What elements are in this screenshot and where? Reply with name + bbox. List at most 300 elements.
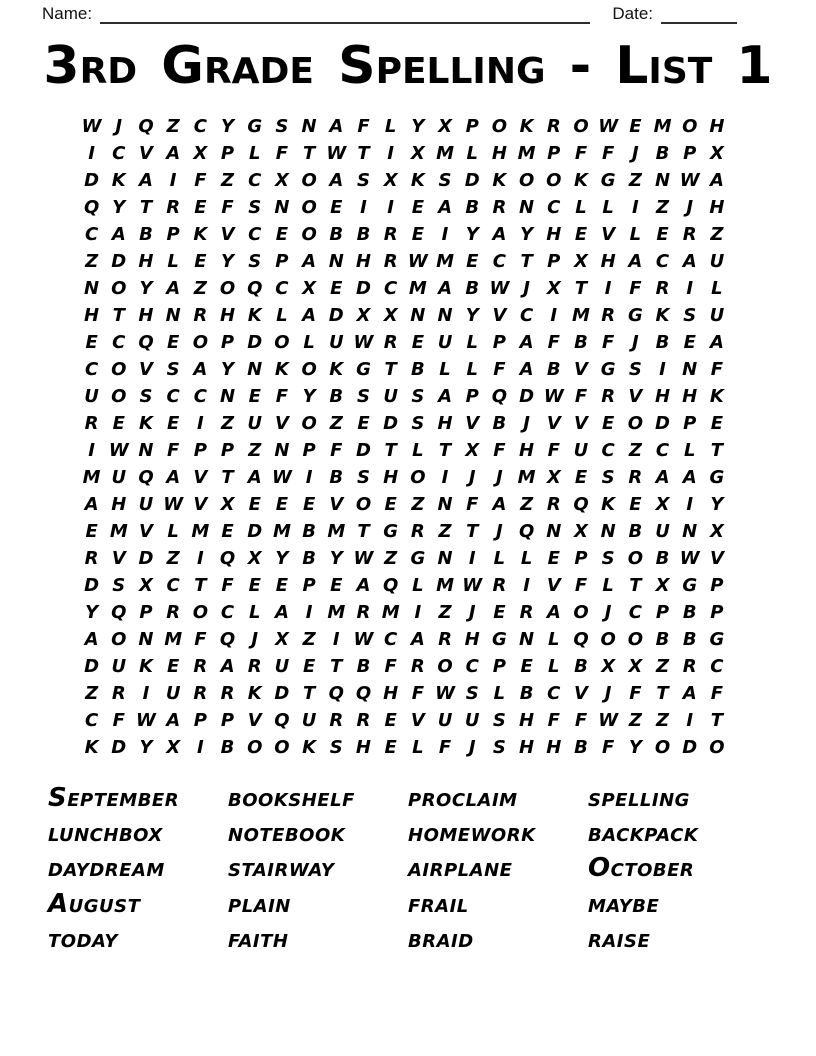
word-list-item: faith bbox=[228, 924, 289, 955]
grid-letter: V bbox=[220, 224, 235, 245]
grid-letter: R bbox=[438, 629, 452, 650]
grid-letter: L bbox=[548, 629, 560, 650]
word-list-item: proclaim bbox=[408, 782, 518, 813]
grid-letter: P bbox=[683, 413, 697, 434]
grid-letter: K bbox=[138, 413, 153, 434]
word-list-item: stairway bbox=[228, 853, 335, 884]
grid-letter: E bbox=[656, 224, 669, 245]
grid-letter: L bbox=[412, 440, 424, 461]
grid-letter: F bbox=[710, 683, 724, 704]
grid-letter: Q bbox=[219, 629, 236, 650]
grid-letter: W bbox=[543, 386, 564, 407]
grid-letter: C bbox=[384, 278, 398, 299]
grid-letter: X bbox=[383, 305, 398, 326]
grid-letter: L bbox=[629, 224, 642, 245]
grid-letter: B bbox=[329, 386, 344, 407]
grid-letter: P bbox=[275, 251, 289, 272]
grid-letter: R bbox=[410, 656, 425, 677]
grid-letter: F bbox=[710, 359, 724, 380]
grid-letter: B bbox=[655, 548, 670, 569]
grid-letter: H bbox=[383, 467, 399, 488]
grid-letter: O bbox=[573, 602, 589, 623]
grid-letter: K bbox=[193, 224, 208, 245]
grid-letter: N bbox=[437, 494, 453, 515]
grid-letter: I bbox=[169, 170, 177, 191]
grid-letter: O bbox=[518, 170, 535, 191]
grid-letter: Q bbox=[573, 629, 589, 650]
grid-letter: V bbox=[465, 413, 480, 434]
grid-letter: O bbox=[301, 224, 317, 245]
grid-letter: S bbox=[275, 116, 289, 137]
grid-letter: H bbox=[138, 251, 154, 272]
grid-letter: B bbox=[410, 359, 425, 380]
word-list-item: August bbox=[48, 888, 141, 919]
word-list-item: notebook bbox=[228, 818, 346, 849]
grid-letter: E bbox=[574, 467, 588, 488]
grid-letter: Q bbox=[328, 683, 344, 704]
grid-letter: V bbox=[139, 143, 153, 164]
grid-letter: V bbox=[329, 494, 344, 515]
grid-letter: N bbox=[84, 278, 100, 299]
grid-letter: X bbox=[601, 656, 616, 677]
grid-letter: J bbox=[523, 413, 530, 434]
grid-letter: I bbox=[441, 467, 449, 488]
grid-letter: A bbox=[111, 224, 126, 245]
grid-letter: G bbox=[410, 548, 426, 569]
grid-letter: K bbox=[492, 170, 507, 191]
grid-letter: B bbox=[655, 143, 670, 164]
grid-letter: H bbox=[355, 737, 371, 758]
grid-letter: R bbox=[193, 656, 208, 677]
grid-letter: S bbox=[438, 170, 452, 191]
grid-letter: O bbox=[192, 602, 208, 623]
grid-letter: D bbox=[84, 656, 100, 677]
grid-letter: N bbox=[247, 359, 263, 380]
grid-letter: Y bbox=[221, 116, 235, 137]
grid-letter: V bbox=[193, 467, 208, 488]
grid-letter: Y bbox=[112, 197, 126, 218]
grid-letter: Z bbox=[438, 521, 452, 542]
grid-letter: F bbox=[221, 197, 234, 218]
grid-letter: X bbox=[546, 278, 561, 299]
grid-letter: S bbox=[112, 575, 126, 596]
grid-letter: B bbox=[519, 683, 534, 704]
grid-letter: N bbox=[654, 170, 671, 191]
grid-letter: K bbox=[302, 737, 317, 758]
grid-letter: B bbox=[139, 224, 153, 245]
grid-letter: L bbox=[439, 359, 451, 380]
grid-letter: X bbox=[193, 143, 208, 164]
grid-letter: A bbox=[84, 629, 99, 650]
grid-letter: R bbox=[682, 656, 697, 677]
grid-letter: D bbox=[519, 386, 535, 407]
grid-letter: C bbox=[710, 656, 724, 677]
grid-letter: Q bbox=[355, 683, 372, 704]
grid-letter: I bbox=[604, 278, 612, 299]
grid-letter: E bbox=[194, 251, 207, 272]
grid-letter: E bbox=[411, 332, 424, 353]
grid-letter: Z bbox=[166, 548, 180, 569]
grid-letter: I bbox=[686, 278, 694, 299]
grid-letter: D bbox=[274, 683, 290, 704]
grid-letter: R bbox=[166, 602, 181, 623]
grid-letter: B bbox=[655, 629, 670, 650]
grid-letter: M bbox=[191, 521, 210, 542]
grid-letter: O bbox=[682, 116, 698, 137]
grid-letter: G bbox=[356, 359, 371, 380]
grid-letter: N bbox=[301, 116, 317, 137]
grid-letter: Q bbox=[138, 467, 154, 488]
grid-letter: Z bbox=[248, 440, 262, 461]
grid-letter: X bbox=[247, 548, 262, 569]
grid-letter: D bbox=[464, 170, 480, 191]
grid-letter: R bbox=[601, 386, 616, 407]
grid-letter: C bbox=[601, 440, 615, 461]
grid-letter: J bbox=[496, 467, 503, 488]
grid-letter: A bbox=[220, 656, 235, 677]
grid-letter: W bbox=[108, 440, 129, 461]
grid-letter: Z bbox=[656, 197, 670, 218]
grid-letter: Z bbox=[520, 494, 534, 515]
grid-letter: X bbox=[574, 521, 588, 542]
grid-letter: T bbox=[466, 521, 479, 542]
grid-letter: O bbox=[111, 386, 127, 407]
grid-letter: M bbox=[653, 116, 672, 137]
grid-letter: B bbox=[465, 197, 480, 218]
grid-letter: U bbox=[655, 521, 670, 542]
grid-letter: I bbox=[196, 548, 204, 569]
grid-letter: G bbox=[383, 521, 399, 542]
grid-letter: P bbox=[465, 386, 479, 407]
grid-letter: N bbox=[600, 521, 616, 542]
grid-letter: Z bbox=[193, 278, 207, 299]
grid-letter: L bbox=[248, 602, 261, 623]
grid-letter: H bbox=[464, 629, 480, 650]
grid-letter: M bbox=[517, 467, 536, 488]
grid-letter: K bbox=[655, 305, 670, 326]
grid-letter: N bbox=[274, 440, 290, 461]
grid-letter: N bbox=[328, 251, 344, 272]
grid-letter: V bbox=[193, 494, 208, 515]
grid-letter: J bbox=[468, 467, 476, 488]
grid-letter: W bbox=[598, 710, 619, 731]
grid-letter: Z bbox=[221, 413, 235, 434]
grid-letter: O bbox=[274, 737, 290, 758]
grid-letter: D bbox=[383, 413, 399, 434]
grid-letter: C bbox=[166, 575, 180, 596]
grid-letter: E bbox=[411, 197, 424, 218]
grid-letter: H bbox=[383, 683, 399, 704]
grid-letter: T bbox=[357, 521, 370, 542]
grid-letter: Y bbox=[302, 386, 316, 407]
grid-letter: E bbox=[547, 548, 560, 569]
grid-letter: Z bbox=[628, 170, 642, 191]
grid-letter: X bbox=[709, 143, 724, 164]
grid-letter: A bbox=[247, 467, 262, 488]
grid-letter: I bbox=[305, 467, 313, 488]
grid-letter: A bbox=[519, 332, 534, 353]
grid-letter: X bbox=[655, 575, 670, 596]
grid-letter: R bbox=[166, 197, 181, 218]
grid-letter: G bbox=[247, 116, 263, 137]
grid-letter: W bbox=[326, 143, 347, 164]
grid-letter: Y bbox=[139, 737, 153, 758]
grid-letter: R bbox=[655, 278, 670, 299]
grid-letter: V bbox=[574, 413, 588, 434]
grid-letter: E bbox=[275, 224, 289, 245]
grid-letter: P bbox=[220, 440, 235, 461]
grid-letter: S bbox=[166, 359, 180, 380]
grid-letter: J bbox=[496, 521, 503, 542]
grid-letter: O bbox=[627, 548, 643, 569]
grid-letter: W bbox=[353, 548, 374, 569]
grid-letter: I bbox=[659, 359, 666, 380]
grid-letter: Y bbox=[85, 602, 99, 623]
grid-letter: P bbox=[220, 710, 235, 731]
word-list-item: plain bbox=[228, 888, 291, 919]
grid-letter: V bbox=[492, 305, 507, 326]
grid-letter: K bbox=[274, 359, 289, 380]
grid-letter: O bbox=[111, 278, 127, 299]
grid-letter: A bbox=[329, 170, 344, 191]
grid-letter: A bbox=[139, 170, 153, 191]
grid-letter: A bbox=[166, 278, 181, 299]
grid-letter: B bbox=[574, 737, 588, 758]
grid-letter: V bbox=[574, 683, 588, 704]
grid-letter: O bbox=[437, 656, 453, 677]
grid-letter: H bbox=[709, 197, 725, 218]
grid-letter: F bbox=[574, 710, 588, 731]
grid-letter: B bbox=[465, 278, 480, 299]
word-list-item: airplane bbox=[408, 853, 513, 884]
grid-letter: K bbox=[519, 116, 534, 137]
grid-letter: I bbox=[468, 548, 476, 569]
grid-letter: U bbox=[111, 467, 127, 488]
grid-letter: F bbox=[411, 683, 424, 704]
grid-letter: T bbox=[384, 359, 397, 380]
grid-letter: G bbox=[682, 575, 698, 596]
grid-letter: C bbox=[84, 224, 99, 245]
grid-letter: O bbox=[546, 170, 562, 191]
grid-letter: K bbox=[138, 656, 153, 677]
grid-letter: X bbox=[302, 278, 317, 299]
grid-letter: D bbox=[247, 332, 263, 353]
grid-letter: C bbox=[384, 629, 398, 650]
grid-letter: N bbox=[219, 386, 236, 407]
grid-letter: O bbox=[709, 737, 725, 758]
grid-letter: P bbox=[710, 575, 724, 596]
grid-letter: B bbox=[329, 467, 344, 488]
grid-letter: P bbox=[302, 575, 316, 596]
grid-letter: H bbox=[84, 305, 100, 326]
grid-letter: C bbox=[193, 116, 207, 137]
grid-letter: A bbox=[709, 170, 724, 191]
grid-letter: U bbox=[138, 494, 154, 515]
grid-letter: P bbox=[547, 251, 561, 272]
grid-letter: W bbox=[407, 251, 428, 272]
grid-letter: E bbox=[602, 413, 615, 434]
grid-letter: I bbox=[387, 143, 394, 164]
word-list-item: maybe bbox=[588, 888, 660, 919]
grid-letter: B bbox=[628, 521, 643, 542]
grid-letter: O bbox=[600, 629, 616, 650]
grid-letter: H bbox=[546, 224, 562, 245]
grid-letter: I bbox=[88, 143, 95, 164]
grid-letter: J bbox=[604, 683, 612, 704]
grid-letter: L bbox=[602, 197, 614, 218]
grid-letter: I bbox=[142, 683, 150, 704]
grid-letter: E bbox=[384, 737, 397, 758]
grid-letter: E bbox=[275, 494, 289, 515]
grid-letter: C bbox=[193, 386, 207, 407]
word-list-item: September bbox=[48, 782, 180, 813]
grid-letter: G bbox=[600, 359, 616, 380]
grid-letter: Y bbox=[465, 305, 479, 326]
grid-letter: K bbox=[247, 305, 262, 326]
grid-letter: T bbox=[330, 656, 343, 677]
grid-letter: Q bbox=[518, 521, 535, 542]
grid-letter: Z bbox=[221, 170, 235, 191]
grid-letter: N bbox=[138, 629, 154, 650]
grid-letter: E bbox=[629, 494, 642, 515]
grid-letter: B bbox=[220, 737, 235, 758]
grid-letter: H bbox=[519, 440, 535, 461]
grid-letter: F bbox=[547, 332, 560, 353]
grid-letter: E bbox=[710, 413, 724, 434]
grid-letter: Y bbox=[139, 278, 153, 299]
grid-letter: E bbox=[574, 224, 588, 245]
grid-letter: F bbox=[602, 143, 615, 164]
grid-letter: H bbox=[519, 737, 535, 758]
grid-letter: E bbox=[194, 197, 207, 218]
grid-letter: K bbox=[709, 386, 724, 407]
grid-letter: L bbox=[276, 305, 288, 326]
grid-letter: D bbox=[682, 737, 698, 758]
grid-letter: I bbox=[686, 494, 694, 515]
grid-letter: R bbox=[601, 305, 616, 326]
grid-letter: X bbox=[274, 170, 289, 191]
grid-letter: K bbox=[329, 359, 344, 380]
grid-letter: R bbox=[220, 683, 235, 704]
grid-letter: E bbox=[112, 413, 125, 434]
name-blank-line bbox=[100, 5, 590, 24]
word-list-item: raise bbox=[588, 924, 651, 955]
page-title: 3rd Grade Spelling - List 1 bbox=[43, 36, 773, 96]
grid-letter: O bbox=[301, 170, 317, 191]
grid-letter: T bbox=[139, 197, 153, 218]
grid-letter: F bbox=[629, 683, 642, 704]
grid-letter: I bbox=[196, 737, 204, 758]
grid-letter: L bbox=[167, 521, 179, 542]
grid-letter: M bbox=[272, 521, 291, 542]
grid-letter: F bbox=[602, 332, 615, 353]
grid-letter: M bbox=[436, 143, 454, 164]
grid-letter: Z bbox=[710, 224, 724, 245]
grid-letter: R bbox=[492, 575, 507, 596]
grid-letter: D bbox=[355, 278, 371, 299]
grid-letter: S bbox=[465, 683, 479, 704]
grid-letter: E bbox=[167, 656, 180, 677]
grid-letter: D bbox=[84, 170, 100, 191]
grid-letter: U bbox=[247, 413, 263, 434]
grid-letter: Y bbox=[520, 224, 534, 245]
grid-letter: R bbox=[682, 224, 697, 245]
grid-letter: I bbox=[88, 440, 95, 461]
grid-letter: M bbox=[572, 305, 590, 326]
grid-letter: U bbox=[274, 656, 290, 677]
word-list-item: lunchbox bbox=[48, 818, 163, 849]
grid-letter: N bbox=[437, 305, 453, 326]
grid-letter: A bbox=[492, 494, 507, 515]
grid-letter: Q bbox=[383, 575, 399, 596]
grid-letter: E bbox=[85, 332, 98, 353]
grid-letter: M bbox=[517, 143, 536, 164]
grid-letter: U bbox=[573, 440, 589, 461]
grid-letter: E bbox=[520, 656, 533, 677]
grid-letter: A bbox=[329, 116, 344, 137]
grid-letter: I bbox=[332, 629, 340, 650]
header bbox=[42, 4, 737, 24]
grid-letter: P bbox=[139, 602, 153, 623]
grid-letter: M bbox=[436, 575, 454, 596]
grid-letter: R bbox=[383, 251, 398, 272]
grid-letter: P bbox=[492, 332, 506, 353]
grid-letter: S bbox=[492, 710, 506, 731]
grid-letter: W bbox=[163, 494, 184, 515]
grid-letter: E bbox=[302, 494, 316, 515]
grid-letter: W bbox=[679, 170, 700, 191]
grid-letter: R bbox=[111, 683, 126, 704]
grid-letter: N bbox=[519, 197, 535, 218]
grid-letter: R bbox=[546, 494, 561, 515]
grid-letter: X bbox=[139, 575, 153, 596]
grid-letter: I bbox=[550, 305, 558, 326]
grid-letter: M bbox=[109, 521, 128, 542]
grid-letter: Y bbox=[275, 548, 289, 569]
grid-letter: N bbox=[165, 305, 181, 326]
word-list-item: daydream bbox=[48, 853, 165, 884]
grid-letter: S bbox=[411, 386, 425, 407]
grid-letter: X bbox=[220, 494, 235, 515]
grid-letter: C bbox=[465, 656, 479, 677]
grid-letter: L bbox=[412, 575, 424, 596]
grid-letter: O bbox=[654, 737, 671, 758]
grid-letter: O bbox=[219, 278, 236, 299]
grid-letter: O bbox=[274, 332, 290, 353]
grid-letter: M bbox=[82, 467, 101, 488]
grid-letter: Z bbox=[166, 116, 180, 137]
grid-letter: S bbox=[601, 548, 615, 569]
grid-letter: O bbox=[111, 359, 127, 380]
grid-letter: F bbox=[330, 440, 343, 461]
date-blank-line bbox=[661, 5, 737, 24]
grid-letter: H bbox=[111, 494, 127, 515]
word-list-item: frail bbox=[408, 888, 469, 919]
grid-letter: P bbox=[166, 224, 180, 245]
grid-letter: X bbox=[383, 170, 398, 191]
grid-letter: N bbox=[410, 305, 426, 326]
grid-letter: H bbox=[654, 386, 671, 407]
grid-letter: F bbox=[167, 440, 180, 461]
grid-letter: N bbox=[682, 359, 698, 380]
grid-letter: Z bbox=[656, 656, 670, 677]
grid-letter: W bbox=[81, 116, 102, 137]
grid-letter: J bbox=[631, 143, 639, 164]
grid-letter: V bbox=[546, 575, 561, 596]
grid-letter: X bbox=[465, 440, 480, 461]
grid-letter: R bbox=[628, 467, 643, 488]
grid-letter: R bbox=[356, 710, 371, 731]
